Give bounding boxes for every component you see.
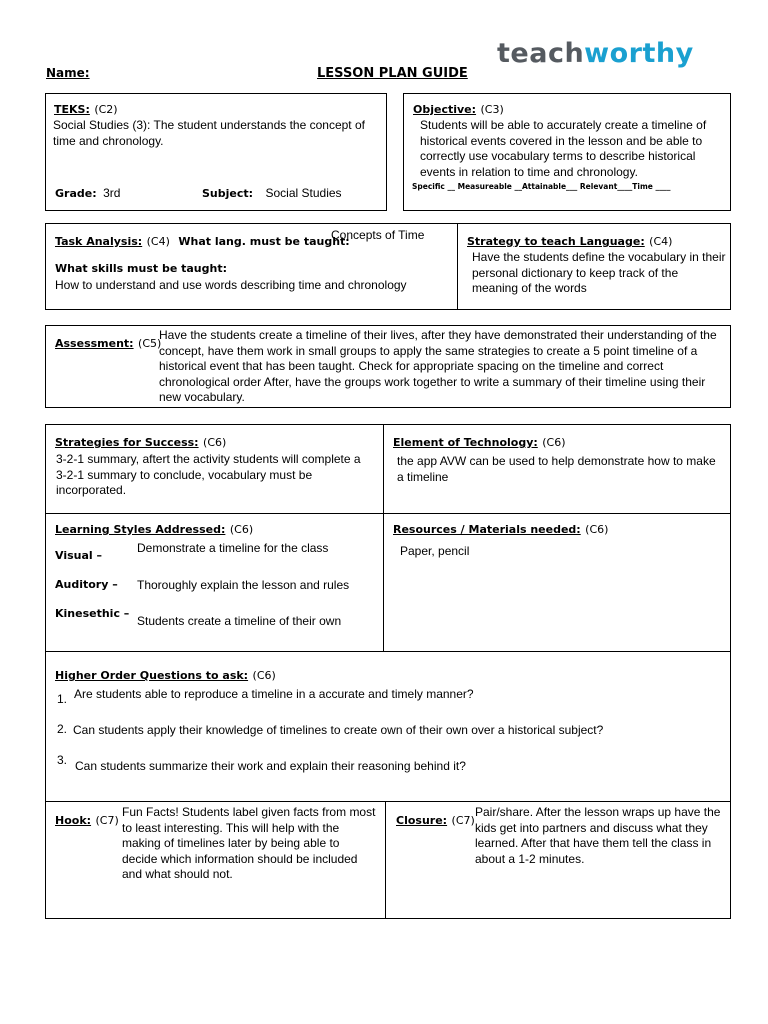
- closure-code: (C7): [451, 814, 475, 827]
- subject-value: Social Studies: [265, 186, 342, 200]
- technology-text: the app AVW can be used to help demonstrate how to make a timeline: [397, 454, 716, 484]
- auditory-value: Thoroughly explain the lesson and rules: [137, 578, 350, 592]
- strategies-success-text: 3-2-1 summary, aftert the activity students will complete a 3-2-1 summary to conclude, vocabulary must be incorporated.: [56, 452, 361, 497]
- task-analysis-label: Task Analysis:: [55, 235, 143, 248]
- resources-text: Paper, pencil: [400, 544, 470, 558]
- teachworthy-logo: [497, 38, 694, 69]
- hoq-num-2: 2.: [57, 722, 68, 736]
- logo-text-teach: teach: [497, 38, 585, 69]
- logo-text-worthy: worthy: [584, 38, 694, 69]
- hoq-num-3: 3.: [57, 753, 68, 767]
- hoq-question-2: Can students apply their knowledge of timelines to create own of their own over a historical subject?: [73, 723, 604, 737]
- teks-box: [45, 93, 387, 211]
- assessment-code: (C5): [138, 337, 162, 350]
- visual-label: Visual –: [55, 549, 102, 562]
- visual-value: Demonstrate a timeline for the class: [137, 541, 329, 555]
- strategy-language-code: (C4): [649, 235, 673, 248]
- strategies-success-code: (C6): [203, 436, 227, 449]
- objective-text: Students will be able to accurately create a timeline of historical events covered in the lesson and be able to correctly use vocabulary terms to describe historical events in relation to time and chronology.: [420, 118, 707, 179]
- teks-text: Social Studies (3): The student understands the concept of time and chronology.: [53, 118, 365, 148]
- hoq-question-1: Are students able to reproduce a timeline in a accurate and timely manner?: [74, 687, 474, 701]
- hoq-num-1: 1.: [57, 692, 68, 706]
- hoq-question-3: Can students summarize their work and explain their reasoning behind it?: [75, 759, 466, 773]
- strategies-success-label: Strategies for Success:: [55, 436, 199, 449]
- technology-label: Element of Technology:: [393, 436, 538, 449]
- main-table: [45, 424, 731, 919]
- hook-code: (C7): [95, 814, 119, 827]
- closure-text: Pair/share. After the lesson wraps up have the kids get into partners and discuss what they learned. After that have them tell the class in about a 1-2 minutes.: [475, 805, 721, 866]
- lang-value: Concepts of Time: [331, 228, 425, 242]
- name-label: Name:: [46, 66, 90, 80]
- kinesthetic-value: Students create a timeline of their own: [137, 614, 342, 628]
- skills-value: How to understand and use words describing time and chronology: [55, 278, 407, 292]
- technology-code: (C6): [542, 436, 566, 449]
- page-title: LESSON PLAN GUIDE: [317, 66, 468, 81]
- grade-value: 3rd: [103, 186, 121, 200]
- learning-styles-code: (C6): [229, 523, 254, 536]
- teks-label: TEKS:: [54, 103, 90, 116]
- resources-code: (C6): [585, 523, 609, 536]
- hoq-code: (C6): [252, 669, 276, 682]
- learning-styles-label: Learning Styles Addressed:: [55, 523, 226, 536]
- objective-label: Objective:: [413, 103, 477, 116]
- task-analysis-code: (C4): [146, 235, 170, 248]
- skills-label: What skills must be taught:: [55, 262, 227, 275]
- hoq-label: Higher Order Questions to ask:: [55, 669, 249, 682]
- objective-box: [403, 93, 731, 211]
- closure-label: Closure:: [396, 814, 448, 827]
- smart-criteria: Specific __ Measureable __Attainable___ Relevant____Time ____: [412, 182, 671, 191]
- kinesthetic-label: Kinesethic –: [55, 607, 130, 620]
- teks-code: (C2): [94, 103, 118, 116]
- assessment-box: [45, 325, 731, 408]
- hook-label: Hook:: [55, 814, 92, 827]
- strategy-language-text: Have the students define the vocabulary in their personal dictionary to keep track of the meaning of the words: [472, 250, 726, 295]
- strategy-language-label: Strategy to teach Language:: [467, 235, 645, 248]
- resources-label: Resources / Materials needed:: [393, 523, 581, 536]
- grade-label: Grade:: [55, 187, 97, 200]
- assessment-label: Assessment:: [55, 337, 134, 350]
- hook-text: Fun Facts! Students label given facts from most to least interesting. This will help with the making of timelines later by being able to decide which information should be included and what should not.: [122, 805, 376, 881]
- lang-label: What lang. must be taught:: [178, 235, 350, 248]
- auditory-label: Auditory –: [55, 578, 118, 591]
- assessment-text: Have the students create a timeline of their lives, after they have demonstrated their understanding of the concept, have them work in small groups to apply the same strategies to create a 5 point timeline of a historical event that has been taught. Check for appropriate spacing on the timeline and correct chronological order After, have the groups work together to write a summary of their timeline using their new vocabulary.: [159, 328, 717, 404]
- subject-label: Subject:: [202, 187, 254, 200]
- objective-code: (C3): [480, 103, 504, 116]
- task-analysis-box: [45, 223, 731, 310]
